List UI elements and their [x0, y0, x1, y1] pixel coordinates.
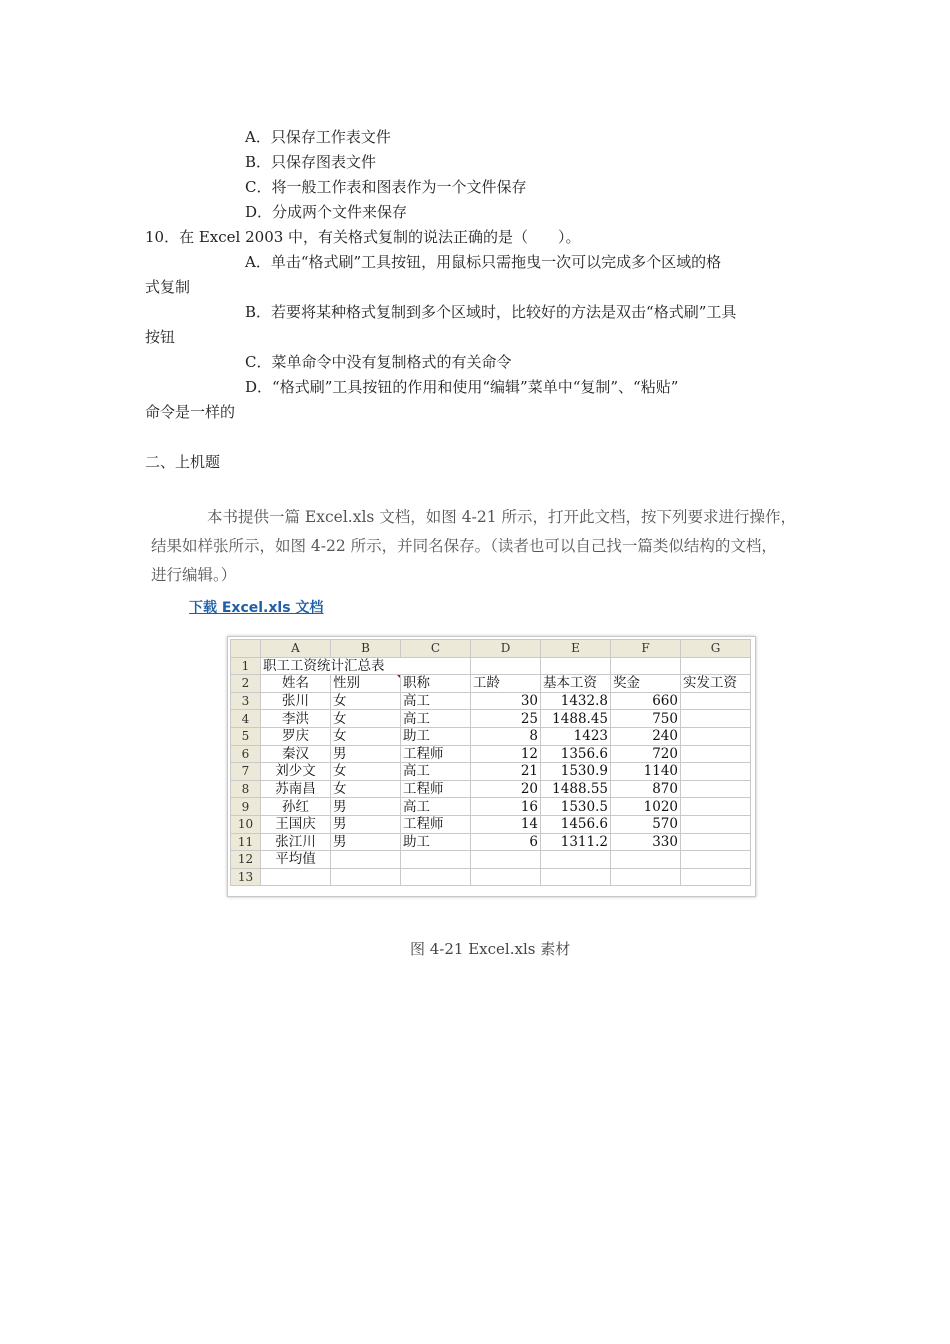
header-cell: 姓名: [261, 675, 331, 693]
column-header: F: [611, 640, 681, 658]
gender-cell: 男: [331, 798, 401, 816]
bonus-cell: 1020: [611, 798, 681, 816]
q9-option-a: A．只保存工作表文件: [245, 128, 391, 146]
net-pay-cell: [681, 692, 751, 710]
q10-option-a-cont: 式复制: [145, 278, 191, 296]
salary-cell: 1311.2: [541, 833, 611, 851]
row-number: 9: [231, 798, 261, 816]
net-pay-cell: [681, 763, 751, 781]
years-cell: 30: [471, 692, 541, 710]
years-cell: 12: [471, 745, 541, 763]
table-row: [231, 851, 751, 869]
q10-option-d: D．“格式刷”工具按钮的作用和使用“编辑”菜单中“复制”、“粘贴”: [245, 378, 679, 396]
title-cell: 高工: [401, 710, 471, 728]
bonus-cell: 330: [611, 833, 681, 851]
row-number: 2: [231, 675, 261, 693]
table-row: [231, 868, 751, 886]
row-number: 7: [231, 763, 261, 781]
q10-option-d-cont: 命令是一样的: [145, 403, 236, 421]
gender-cell: 女: [331, 780, 401, 798]
table-row: [231, 815, 751, 833]
section-title: 二、上机题: [145, 453, 221, 471]
table-row: [231, 692, 751, 710]
download-link[interactable]: 下载 Excel.xls 文档: [189, 600, 324, 616]
net-pay-cell: [681, 710, 751, 728]
salary-cell: 1530.5: [541, 798, 611, 816]
header-cell: 职称: [401, 675, 471, 693]
bonus-cell: 720: [611, 745, 681, 763]
years-cell: 21: [471, 763, 541, 781]
name-cell: 秦汉: [261, 745, 331, 763]
name-cell: 王国庆: [261, 815, 331, 833]
table-row: [231, 675, 751, 693]
title-cell: 高工: [401, 763, 471, 781]
intro-line-1: 本书提供一篇 Excel.xls 文档，如图 4-21 所示，打开此文档，按下列要求进行操作，: [207, 508, 796, 526]
salary-cell: 1456.6: [541, 815, 611, 833]
years-cell: 25: [471, 710, 541, 728]
q10-option-b-cont: 按钮: [145, 328, 176, 346]
row-number: 11: [231, 833, 261, 851]
name-cell: 张江川: [261, 833, 331, 851]
net-pay-cell: [681, 780, 751, 798]
table-row: [231, 780, 751, 798]
column-header: A: [261, 640, 331, 658]
salary-cell: 1488.45: [541, 710, 611, 728]
row-number: 1: [231, 657, 261, 675]
row-number: 12: [231, 851, 261, 869]
gender-cell: 男: [331, 815, 401, 833]
q10-option-b: B．若要将某种格式复制到多个区域时，比较好的方法是双击“格式刷”工具: [245, 303, 737, 321]
column-header: D: [471, 640, 541, 658]
name-cell: 苏南昌: [261, 780, 331, 798]
column-header: E: [541, 640, 611, 658]
q9-option-c: C．将一般工作表和图表作为一个文件保存: [245, 178, 527, 196]
table-row: [231, 745, 751, 763]
average-label-cell: 平均值: [261, 851, 331, 869]
title-cell: 工程师: [401, 780, 471, 798]
salary-cell: 1432.8: [541, 692, 611, 710]
row-number: 5: [231, 727, 261, 745]
q10-option-c: C．菜单命令中没有复制格式的有关命令: [245, 353, 512, 371]
salary-cell: 1423: [541, 727, 611, 745]
figure-caption: 图 4-21 Excel.xls 素材: [410, 940, 571, 958]
q10-stem: 10．在 Excel 2003 中，有关格式复制的说法正确的是（ ）。: [145, 228, 581, 246]
table-row: [231, 727, 751, 745]
title-cell: 助工: [401, 727, 471, 745]
bonus-cell: 570: [611, 815, 681, 833]
table-row: [231, 710, 751, 728]
sheet-title-cell: 职工工资统计汇总表: [261, 657, 471, 675]
q9-option-d: D．分成两个文件来保存: [245, 203, 408, 221]
name-cell: 罗庆: [261, 727, 331, 745]
net-pay-cell: [681, 815, 751, 833]
salary-cell: 1356.6: [541, 745, 611, 763]
row-number: 4: [231, 710, 261, 728]
years-cell: 20: [471, 780, 541, 798]
years-cell: 16: [471, 798, 541, 816]
name-cell: 李洪: [261, 710, 331, 728]
name-cell: 孙红: [261, 798, 331, 816]
header-cell: 基本工资: [541, 675, 611, 693]
title-cell: 工程师: [401, 745, 471, 763]
column-header: C: [401, 640, 471, 658]
table-row: [231, 763, 751, 781]
bonus-cell: 1140: [611, 763, 681, 781]
row-number: 3: [231, 692, 261, 710]
row-number: 6: [231, 745, 261, 763]
header-cell: 性别: [331, 675, 401, 693]
net-pay-cell: [681, 727, 751, 745]
bonus-cell: 240: [611, 727, 681, 745]
years-cell: 14: [471, 815, 541, 833]
net-pay-cell: [681, 833, 751, 851]
table-row: [231, 657, 751, 675]
salary-cell: 1530.9: [541, 763, 611, 781]
bonus-cell: 660: [611, 692, 681, 710]
row-number: 13: [231, 868, 261, 886]
q9-option-b: B．只保存图表文件: [245, 153, 377, 171]
spreadsheet-table: [230, 639, 751, 886]
gender-cell: 女: [331, 692, 401, 710]
spreadsheet-figure: [227, 636, 756, 897]
bonus-cell: 750: [611, 710, 681, 728]
title-cell: 工程师: [401, 815, 471, 833]
intro-line-2: 结果如样张所示，如图 4-22 所示，并同名保存。（读者也可以自己找一篇类似结构的文档，: [151, 537, 777, 555]
header-cell: 实发工资: [681, 675, 751, 693]
title-cell: 助工: [401, 833, 471, 851]
gender-cell: 男: [331, 833, 401, 851]
name-cell: 张川: [261, 692, 331, 710]
header-cell: 工龄: [471, 675, 541, 693]
title-cell: 高工: [401, 798, 471, 816]
intro-line-3: 进行编辑。）: [151, 566, 237, 584]
gender-cell: 女: [331, 763, 401, 781]
column-header: B: [331, 640, 401, 658]
header-cell: 奖金: [611, 675, 681, 693]
years-cell: 8: [471, 727, 541, 745]
row-number: 8: [231, 780, 261, 798]
table-row: [231, 833, 751, 851]
net-pay-cell: [681, 798, 751, 816]
column-header: G: [681, 640, 751, 658]
corner-cell: [231, 640, 261, 658]
table-row: [231, 798, 751, 816]
q10-option-a: A．单击“格式刷”工具按钮，用鼠标只需拖曳一次可以完成多个区域的格: [245, 253, 722, 271]
gender-cell: 男: [331, 745, 401, 763]
gender-cell: 女: [331, 727, 401, 745]
bonus-cell: 870: [611, 780, 681, 798]
net-pay-cell: [681, 745, 751, 763]
years-cell: 6: [471, 833, 541, 851]
name-cell: 刘少文: [261, 763, 331, 781]
gender-cell: 女: [331, 710, 401, 728]
row-number: 10: [231, 815, 261, 833]
salary-cell: 1488.55: [541, 780, 611, 798]
column-header-row: [231, 640, 751, 658]
title-cell: 高工: [401, 692, 471, 710]
